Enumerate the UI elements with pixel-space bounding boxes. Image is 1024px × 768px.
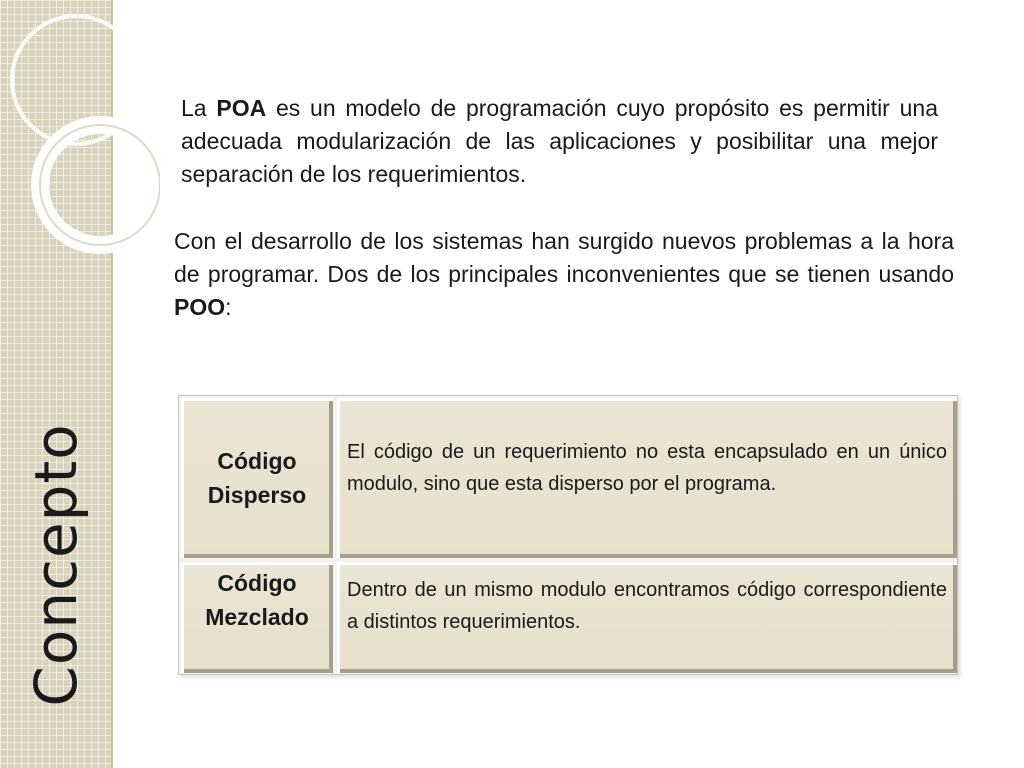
problems-term-poo: POO [174, 294, 226, 320]
description-text: El código de un requerimiento no esta encapsulado en un único modulo, sino que esta disperso por el programa. [347, 441, 947, 495]
table-row-2-term [181, 562, 333, 673]
table-row-2-description [337, 562, 957, 673]
intro-term-poa: POA [216, 95, 267, 121]
term-line-2: Disperso [207, 482, 307, 508]
slide-title: Concepto [22, 423, 90, 707]
term-line-2: Mezclado [205, 604, 309, 630]
table-row-1-description [337, 398, 957, 558]
problems-table [178, 395, 958, 675]
intro-text-end: es un modelo de programación cuyo propósito es permitir una adecuada modularización de las aplicaciones y posibilitar una mejor separación de los requerimientos. [181, 95, 938, 187]
description-text: Dentro de un mismo modulo encontramos código correspondiente a distintos requerimientos. [347, 579, 947, 633]
problems-text-start: Con el desarrollo de los sistemas han surgido nuevos problemas a la hora de programar. Dos de los principales inconvenientes que se tienen usando [174, 228, 954, 287]
decorative-circles [0, 0, 160, 260]
term-line-1: Código [217, 570, 297, 596]
intro-paragraph [181, 92, 938, 191]
term-label [208, 444, 306, 512]
term-line-1: Código [217, 448, 297, 474]
intro-text-start: La [181, 95, 217, 121]
table-row-1-term [181, 398, 333, 558]
problems-paragraph [174, 225, 954, 324]
term-label [205, 566, 309, 634]
problems-text-end: : [225, 294, 232, 320]
